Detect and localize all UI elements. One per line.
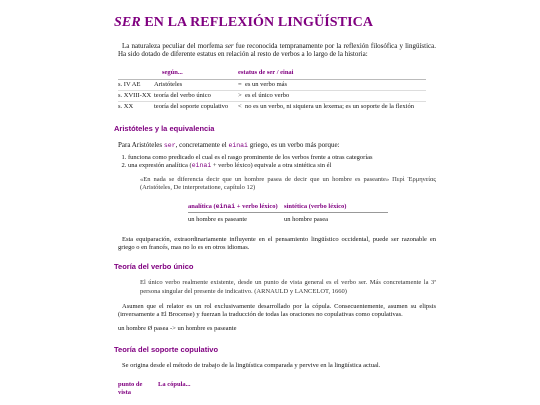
status-header-estatus: estatus de ser / einai [238, 69, 426, 80]
text: + verbo léxico) [235, 202, 278, 210]
list-item [128, 162, 540, 170]
table-row [118, 91, 426, 102]
status-cell: teoría del soporte copulativo [154, 103, 229, 111]
text: griego, es un verbo más porque: [247, 140, 340, 149]
status-cell: < [238, 103, 242, 111]
status-cell: = [238, 80, 245, 91]
intro-paragraph [118, 42, 436, 60]
aristoteles-paragraph [118, 141, 436, 150]
status-cell: es un verbo más [245, 80, 426, 91]
aristotle-quote: «En nada se diferencia decir que un hombre pasea de decir que un hombre es paseante» Περὶ Ἑρμηνείας (Aristóteles, De interpretatione, capítulo 12) [140, 176, 436, 192]
code-ser: ser [163, 141, 176, 149]
text: una expresión analítica ( [128, 162, 192, 170]
title-rest: EN LA REFLEXIÓN LINGÜÍSTICA [140, 15, 374, 30]
text: , concretamente el [175, 140, 229, 149]
equivalence-header-sintetica: sintética (verbo léxico) [284, 202, 347, 210]
title-ser: SER [114, 15, 141, 30]
intro-ser: ser [225, 41, 234, 50]
status-cell: Aristóteles [154, 80, 238, 91]
status-cell: s. IV AE [118, 80, 154, 91]
status-cell: s. XX [118, 103, 134, 111]
table-row [118, 80, 426, 91]
reasons-list [128, 154, 540, 170]
soporte-table-header [118, 381, 540, 397]
relator-paragraph: Asumen que el relator es un rol exclusivamente desarrollado por la cópula. Consecuentemente, asumen su elipsis (inversamente a El Brocense) y fuerzan la traducción de todas las oraciones no copulativas como copulativas. [118, 302, 436, 318]
status-cell: no es un verbo, ni siquiera un lexema; es un soporte de la flexión [245, 103, 414, 111]
text: analítica ( [188, 202, 216, 210]
section-heading-aristoteles: Aristóteles y la equivalencia [114, 123, 215, 133]
intro-text-a: La naturaleza peculiar del morfema [122, 41, 226, 50]
text: Para Aristóteles [118, 140, 164, 149]
code-einai: einai [228, 141, 248, 149]
code-einai: einai [191, 162, 212, 170]
equivalence-table [188, 203, 540, 224]
equivalence-cell: un hombre pasea [284, 215, 329, 223]
status-cell: es el único verbo [245, 91, 426, 102]
status-cell: > [238, 91, 245, 102]
equiparacion-paragraph: Esta equiparación, extraordinariamente influyente en el pensamiento lingüístico occidental, puede ser razonable en griego o en francés, mas no lo es en otros idiomas. [118, 235, 436, 251]
header-la-copula: La cópula... [158, 380, 191, 388]
status-header-segun: según... [118, 69, 238, 80]
intro-text-b: fue reconocida tempranamente por la reflexión filosófica y lingüística. Ha sido dotado de diferente estatus en relación al resto de verbos a lo largo de la historia: [118, 41, 436, 59]
arnauld-quote: El único verbo realmente existente, desde un punto de vista general es el verbo ser. Más concretamente la 3ª persona singular del presente de indicativo. (ARNAULD y LANCELOT, 1660) [140, 279, 436, 295]
status-cell: s. XVIII-XX [118, 91, 154, 102]
table-row [118, 102, 426, 113]
code-einai: einai [215, 202, 236, 210]
equivalence-header [188, 203, 388, 213]
status-cell: teoría del verbo único [154, 91, 238, 102]
list-item: 1. funciona como predicado el cual es el rasgo prominente de los verbos frente a otras categorías [128, 154, 540, 162]
section-heading-soporte: Teoría del soporte copulativo [114, 345, 219, 354]
status-table-header [118, 69, 426, 80]
table-row [188, 216, 540, 224]
equivalence-header-analitica [188, 203, 284, 211]
section-heading-verbo-unico: Teoría del verbo único [114, 262, 194, 271]
equivalence-cell: un hombre es paseante [188, 215, 248, 223]
example-line: un hombre Ø pasea -> un hombre es paseante [118, 324, 237, 332]
page-title [114, 14, 540, 32]
soporte-paragraph: Se origina desde el método de trabajo de la lingüística comparada y pervive en la lingüística actual. [122, 362, 381, 370]
status-table [118, 69, 426, 113]
header-punto-de-vista: punto de vista [118, 380, 143, 396]
text: + verbo léxico) equivale a otra sintética sin él [211, 162, 332, 170]
